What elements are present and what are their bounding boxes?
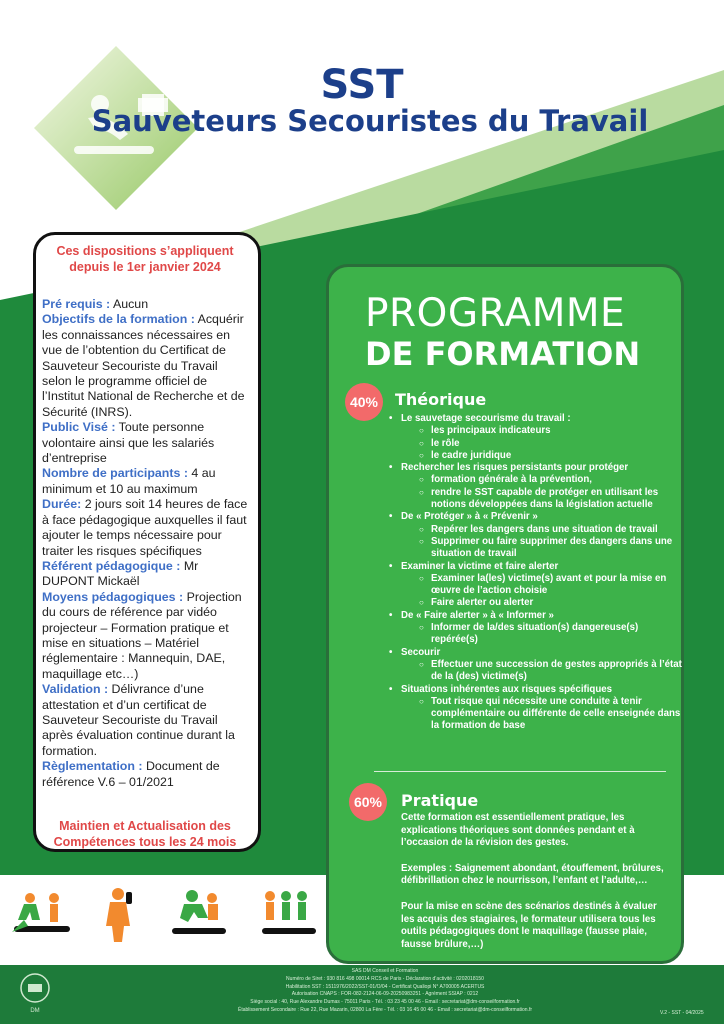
- info-value: Toute personne volontaire ainsi que les salariés d’entreprise: [42, 420, 215, 466]
- sub-list-item: ○ Supprimer ou faire supprimer des dangers dans une situation de travail: [419, 536, 683, 561]
- info-label: Validation :: [42, 682, 109, 697]
- info-item: [42, 590, 248, 682]
- list-item: [387, 684, 683, 733]
- info-item: [42, 682, 248, 759]
- sub-list-item: ○ le cadre juridique: [419, 450, 683, 462]
- footer-line: Numéro de Siret : 930 816 498 00014 RCS de Paris - Déclaration d’activité : 0202018150: [286, 975, 484, 982]
- practice-percent-badge: 60%: [349, 783, 387, 821]
- footer-line: Habilitation SST : 1511976/2022/SST-01/O/04 - Certificat Qualiopi N° A700005 ACERTUS: [285, 983, 485, 990]
- page-title: SST: [320, 62, 404, 108]
- section-divider: [374, 771, 666, 772]
- sub-list-item: ○ formation générale à la prévention,: [419, 474, 683, 486]
- list-item-text: Situations inhérentes aux risques spécifiques: [401, 683, 613, 695]
- info-card: [33, 232, 261, 852]
- info-value: Délivrance d’une attestation et d’un certificat de Sauveteur Secouriste du Travail après évaluation continue durant la formation.: [42, 682, 235, 758]
- logo-caption: DM: [30, 1008, 40, 1014]
- list-item: [387, 462, 683, 511]
- info-label: Public Visé :: [42, 420, 116, 435]
- program-title: PROGRAMME: [365, 291, 626, 336]
- document-version: V.2 - SST - 04/2025: [660, 1010, 704, 1016]
- page-subtitle: Sauveteurs Secouristes du Travail: [91, 104, 649, 138]
- theory-title: Théorique: [395, 390, 487, 409]
- footer-line: Établissement Secondaire : Rue 22, Rue Mazarin, 02800 La Fère - Tél. : 03 16 45 00 46 - Email : secretariat@dm-conseilformation.fr: [237, 1006, 533, 1013]
- sub-list-item: ○ Informer de la/des situation(s) dangereuse(s) repérée(s): [419, 622, 683, 647]
- list-item: [387, 561, 683, 610]
- list-item-text: Le sauvetage secourisme du travail :: [401, 413, 571, 424]
- cpr-pictogram-icon: [168, 888, 230, 940]
- info-label: Référent pédagogique :: [42, 558, 181, 573]
- list-item: [387, 647, 683, 684]
- footer-line: Siège social : 40, Rue Alexandre Dumas - 75011 Paris - Tél. : 03 23 45 00 46 - Email : secretariat@dm-conseilformation.fr: [250, 999, 520, 1006]
- info-item: [42, 420, 248, 466]
- sub-list-item: ○ les principaux indicateurs: [419, 425, 683, 437]
- info-item: [42, 497, 248, 559]
- info-label: Nombre de participants :: [42, 466, 188, 481]
- practice-paragraph: Pour la mise en scène des scénarios destinés à évaluer les acquis des stagiaires, le formateur utilisera tous les outils pédagogiques dont le maquillage (fausse plaie, fausse brûlure,…): [401, 900, 657, 950]
- sub-list-item: ○ Tout risque qui nécessite une conduite à tenir complémentaire ou différente de celle enseignée dans la formation de base: [419, 696, 683, 733]
- rescue-pictogram-icon: [10, 890, 74, 940]
- practice-paragraph: Exemples : Saignement abondant, étouffement, brûlures, défibrillation chez le nourrisson, l’enfant et l’adulte,…: [401, 862, 664, 887]
- program-subtitle: DE FORMATION: [365, 335, 641, 373]
- info-value: Projection du cours de référence par vidéo projecteur – Formation pratique et mise en situations – Matériel réglementaire : Mannequin, DAE, maquillage etc…): [42, 589, 242, 681]
- sub-list-item: ○ Repérer les dangers dans une situation de travail: [419, 524, 683, 536]
- theory-percent-badge: 40%: [345, 383, 383, 421]
- info-label: Moyens pédagogiques :: [42, 589, 184, 604]
- info-value: Aucun: [110, 297, 149, 311]
- alert-phone-pictogram-icon: [100, 886, 140, 942]
- list-item-text: Secourir: [401, 646, 441, 658]
- sub-list-item: ○ Effectuer une succession de gestes appropriés à l’état de la (des) victime(s): [419, 659, 683, 684]
- info-value: Mr DUPONT Mickaël: [42, 558, 199, 589]
- list-item-text: Examiner la victime et faire alerter: [401, 560, 559, 572]
- refresh-notice: Maintien et Actualisation des Compétences tous les 24 mois: [53, 819, 237, 849]
- theory-list: [387, 413, 683, 733]
- info-label: Pré requis :: [42, 297, 111, 311]
- list-item-text: Rechercher les risques persistants pour protéger: [401, 462, 629, 474]
- info-label: Objectifs de la formation :: [42, 312, 195, 327]
- info-item: [42, 759, 248, 790]
- effective-date-notice: Ces dispositions s’appliquent depuis le 1er janvier 2024: [56, 244, 234, 274]
- list-item: [387, 413, 683, 462]
- sub-list-item: ○ le rôle: [419, 438, 683, 450]
- list-item: [387, 610, 683, 647]
- sub-list-item: ○ Faire alerter ou alerter: [419, 597, 683, 609]
- footer-line: SAS DM Conseil et Formation: [351, 968, 419, 974]
- info-value: Acquérir les connaissances nécessaires en vue de l’obtention du Certificat de Sauveteur Secouriste du Travail selon le programme officiel de l’Institut National de Recherche et de Sécurité (INRS).: [42, 312, 245, 419]
- info-item: [42, 466, 248, 497]
- footer-info: [170, 968, 600, 1015]
- info-label: Règlementation :: [42, 759, 143, 774]
- program-card: [326, 264, 684, 964]
- company-logo-icon: [18, 970, 52, 1016]
- practice-text: [401, 812, 671, 964]
- info-item: [42, 297, 248, 312]
- protect-pictogram-icon: [258, 888, 320, 940]
- info-value: 2 jours soit 14 heures de face à face pédagogique auxquelles il faut ajouter le temps nécessaire pour traiter les risques spécifiques: [42, 497, 248, 558]
- footer-line: Autorisation CNAPS : FOR-082-2124-06-09-20250983251 - Agrément SSIAP : 0212: [291, 991, 479, 998]
- info-value: 4 au minimum et 10 au maximum: [42, 466, 216, 496]
- list-item-text: De « Protéger » à « Prévenir »: [401, 511, 538, 523]
- info-item: [42, 312, 248, 420]
- info-list: [42, 297, 248, 790]
- practice-paragraph: Cette formation est essentiellement pratique, les explications théoriques sont données pendant et à l’occasion de la révision des gestes.: [401, 812, 635, 849]
- info-value: Document de référence V.6 – 01/2021: [42, 759, 220, 789]
- practice-title: Pratique: [401, 791, 479, 810]
- list-item-text: De « Faire alerter » à « Informer »: [401, 609, 554, 621]
- info-item: [42, 559, 248, 590]
- sub-list-item: ○ rendre le SST capable de protéger en utilisant les notions développées dans la législation actuelle: [419, 487, 683, 512]
- info-label: Durée:: [42, 497, 82, 512]
- list-item: [387, 511, 683, 560]
- sub-list-item: ○ Examiner la(les) victime(s) avant et pour la mise en œuvre de l’action choisie: [419, 573, 683, 598]
